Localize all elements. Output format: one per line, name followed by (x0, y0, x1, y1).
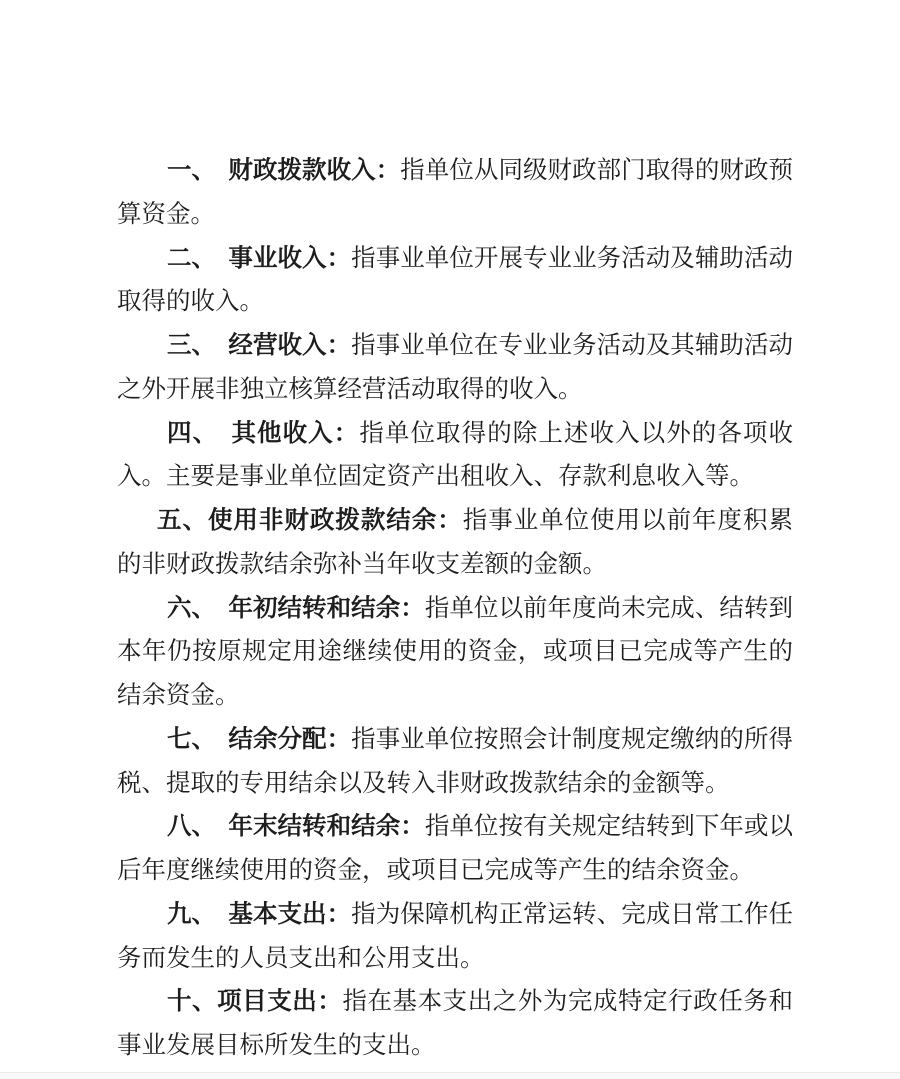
item-definition: 指单位按有关规定结转到下年或以后年度继续使用的资金，或项目已完成等产生的结余资金。 (117, 813, 794, 884)
item-definition: 指单位取得的除上述收入以外的各项收入。主要是事业单位固定资产出租收入、存款利息收入等。 (117, 419, 794, 491)
definition-item-9 (117, 893, 793, 981)
item-term: 三、 经营收入： (167, 332, 352, 359)
item-definition: 指事业单位在专业业务活动及其辅助活动之外开展非独立核算经营活动取得的收入。 (117, 332, 794, 403)
item-term: 二、 事业收入： (167, 244, 352, 272)
definition-item-8 (117, 805, 793, 893)
item-term: 六、 年初结转和结余： (167, 594, 425, 622)
definition-item-6 (117, 587, 793, 718)
definition-item-2 (117, 237, 793, 325)
item-term: 九、 基本支出： (167, 900, 352, 928)
item-term: 十、项目支出： (167, 988, 343, 1016)
item-definition: 指在基本支出之外为完成特定行政任务和事业发展目标所发生的支出。 (117, 988, 793, 1059)
item-term: 八、 年末结转和结余： (167, 813, 425, 841)
item-definition: 指事业单位按照会计制度规定缴纳的所得税、提取的专用结余以及转入非财政拨款结余的金额等。 (117, 725, 794, 797)
page-bottom-edge (0, 1072, 900, 1079)
item-definition: 指单位以前年度尚未完成、结转到本年仍按原规定用途继续使用的资金，或项目已完成等产生的结余资金。 (117, 594, 794, 709)
definition-item-1 (117, 149, 793, 237)
item-term: 七、 结余分配： (167, 725, 352, 753)
item-definition: 指单位从同级财政部门取得的财政预算资金。 (117, 157, 793, 228)
item-definition: 指为保障机构正常运转、完成日常工作任务而发生的人员支出和公用支出。 (117, 900, 794, 972)
glossary-definitions-list (117, 149, 793, 1068)
item-definition: 指事业单位开展专业业务活动及辅助活动取得的收入。 (117, 244, 794, 316)
item-term: 一、 财政拨款收入： (167, 157, 401, 184)
item-term: 五、使用非财政拨款结余： (157, 507, 463, 534)
definition-item-3 (117, 324, 793, 412)
definition-item-7 (117, 718, 793, 806)
definition-item-10 (117, 980, 793, 1068)
item-definition: 指事业单位使用以前年度积累的非财政拨款结余弥补当年收支差额的金额。 (117, 507, 793, 578)
definition-item-4 (117, 412, 793, 500)
item-term: 四、 其他收入： (167, 419, 360, 447)
definition-item-5 (117, 499, 793, 587)
